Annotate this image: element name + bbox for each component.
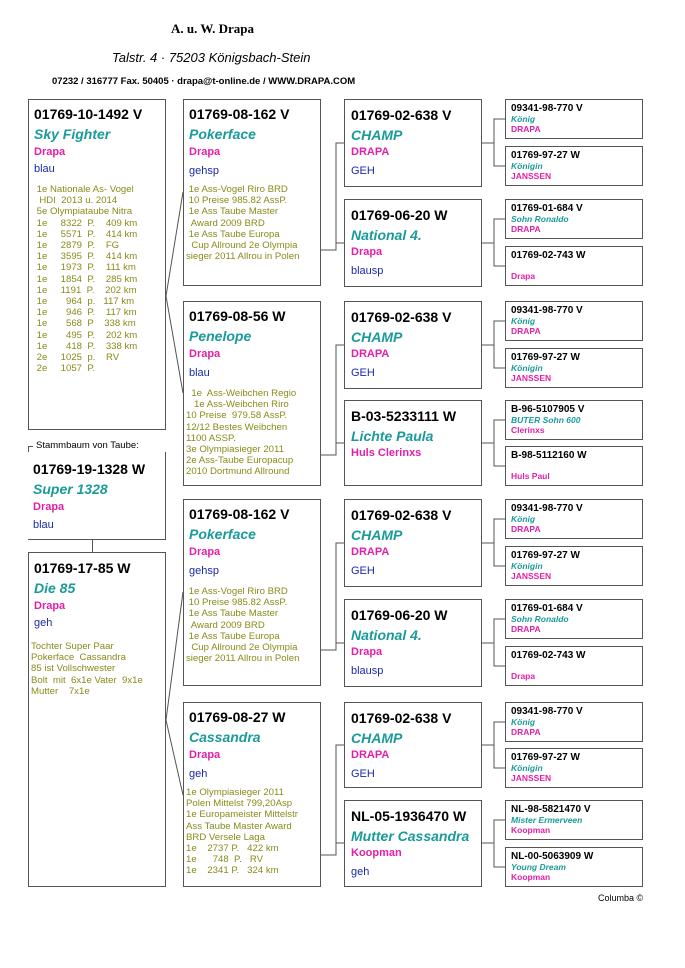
gen4-ring-number: B-96-5107905 V (511, 404, 585, 415)
gen2-breeder: Drapa (189, 146, 221, 158)
connector (482, 519, 505, 543)
connector (321, 843, 344, 855)
gen4-breeder: JANSSEN (511, 571, 552, 581)
gen4-pigeon-name: König (511, 114, 536, 124)
connector (482, 820, 505, 843)
gen3-color: GEH (351, 768, 375, 780)
gen2-ring-number: 01769-08-56 W (189, 308, 286, 324)
gen3-ring-number: B-03-5233111 W (351, 408, 457, 424)
gen3-breeder: Drapa (351, 246, 383, 258)
gen3-breeder: Koopman (351, 847, 402, 859)
gen4-breeder: Huls Paul (511, 471, 550, 481)
father-breeder: Drapa (33, 501, 65, 513)
connector (321, 345, 344, 455)
gen4-breeder: DRAPA (511, 727, 541, 737)
gen3-ring-number: 01769-02-638 V (351, 107, 452, 123)
gen4-pigeon-name: Mister Ermerveen (511, 815, 583, 825)
connector (482, 219, 505, 243)
gen4-breeder: Koopman (511, 825, 551, 835)
gen3-breeder: DRAPA (351, 749, 390, 761)
gen2-notes: 1e Ass-Weibchen Regio 1e Ass-Weibchen Riro 10 Preise 979.58 AssP. 12/12 Bestes Weibchen 1100 ASSP. 3e Olympiasieger 2011 2e Ass-Taube Europacup 2010 Dortmund Allround (186, 388, 297, 478)
gen4-ring-number: B-98-5112160 W (511, 450, 587, 461)
connector (321, 243, 344, 250)
gen4-ring-number: 09341-98-770 V (511, 503, 583, 514)
subject-performance-notes: 1e Nationale As- Vogel HDI 2013 u. 2014 5e Olympiataube Nitra 1e 8322 P. 409 km 1e 5571 P. 414 km 1e 2879 P. FG 1e 3595 P. 414 km 1e 1973 P. 111 km 1e 1854 P. 285 km 1e 1191 P. 202 km 1e 964 p. 117 km 1e 946 P. 117 km 1e 568 P 338 km 1e 495 P. 202 km 1e 418 P. 338 km 2e 1025 p. RV 2e 1057 P. (36, 184, 138, 375)
gen3-pigeon-name: CHAMP (351, 730, 403, 746)
gen2-pigeon-name: Penelope (189, 328, 252, 344)
gen2-notes: 1e Ass-Vogel Riro BRD 10 Preise 985.82 AssP. 1e Ass Taube Master Award 2009 BRD 1e Ass Taube Europa Cup Allround 2e Olympia sieger 2011 Allrou in Polen (186, 184, 300, 263)
mother-pigeon-name: Die 85 (34, 580, 76, 596)
connector (321, 143, 344, 250)
gen4-breeder: DRAPA (511, 124, 541, 134)
gen4-pigeon-name: Königin (511, 161, 543, 171)
gen4-breeder: DRAPA (511, 524, 541, 534)
gen3-color: GEH (351, 565, 375, 577)
gen4-breeder: Koopman (511, 872, 551, 882)
connector (482, 443, 505, 466)
gen3-color: geh (351, 866, 370, 878)
gen2-pigeon-name: Pokerface (189, 526, 256, 542)
gen3-breeder: DRAPA (351, 348, 390, 360)
gen4-breeder: JANSSEN (511, 773, 552, 783)
gen2-breeder: Drapa (189, 546, 221, 558)
gen2-color: geh (189, 768, 208, 780)
subject-breeder: Drapa (34, 146, 66, 158)
connector (482, 119, 505, 143)
gen3-pigeon-name: National 4. (351, 227, 422, 243)
gen2-notes: 1e Ass-Vogel Riro BRD 10 Preise 985.82 AssP. 1e Ass Taube Master Award 2009 BRD 1e Ass Taube Europa Cup Allround 2e Olympia sieger 2011 Allrou in Polen (186, 586, 300, 665)
gen4-pigeon-name: Königin (511, 763, 543, 773)
connector (482, 843, 505, 867)
gen4-pigeon-name: Young Dream (511, 862, 566, 872)
connector (166, 720, 183, 795)
connector (166, 296, 183, 393)
gen3-color: blausp (351, 265, 384, 277)
gen3-ring-number: 01769-06-20 W (351, 607, 448, 623)
gen4-breeder: Clerinxs (511, 425, 545, 435)
connector (482, 619, 505, 643)
gen4-pigeon-name: Sohn Ronaldo (511, 214, 569, 224)
gen4-pigeon-name: Königin (511, 561, 543, 571)
gen4-breeder: DRAPA (511, 624, 541, 634)
subject-color: blau (34, 163, 55, 175)
gen4-breeder: JANSSEN (511, 373, 552, 383)
connector (482, 745, 505, 768)
gen4-ring-number: 01769-97-27 W (511, 352, 580, 363)
gen3-breeder: DRAPA (351, 146, 390, 158)
connector (482, 345, 505, 368)
gen3-color: blausp (351, 665, 384, 677)
gen4-ring-number: 01769-01-684 V (511, 603, 583, 614)
gen4-breeder: DRAPA (511, 326, 541, 336)
gen4-breeder: Drapa (511, 671, 536, 681)
breeder-contact: 07232 / 316777 Fax. 50405 · drapa@t-online.de / WWW.DRAPA.COM (52, 76, 356, 87)
gen2-color: gehsp (189, 565, 219, 577)
connector (482, 643, 505, 666)
gen4-ring-number: 01769-02-743 W (511, 250, 586, 261)
gen2-color: blau (189, 367, 210, 379)
mother-breeder: Drapa (34, 600, 66, 612)
gen3-pigeon-name: CHAMP (351, 527, 403, 543)
connector (482, 420, 505, 443)
breeder-address: Talstr. 4 · 75203 Königsbach-Stein (112, 50, 311, 65)
gen4-ring-number: 01769-01-684 V (511, 203, 583, 214)
gen4-breeder: DRAPA (511, 224, 541, 234)
gen3-ring-number: 01769-02-638 V (351, 507, 452, 523)
gen4-pigeon-name: König (511, 717, 536, 727)
gen2-color: gehsp (189, 165, 219, 177)
connector (482, 243, 505, 266)
gen2-breeder: Drapa (189, 348, 221, 360)
gen3-ring-number: 01769-02-638 V (351, 309, 452, 325)
gen4-ring-number: 01769-97-27 W (511, 150, 580, 161)
gen4-ring-number: 09341-98-770 V (511, 305, 583, 316)
subject-pigeon-name: Sky Fighter (34, 126, 111, 142)
gen2-ring-number: 01769-08-162 V (189, 106, 290, 122)
gen3-pigeon-name: CHAMP (351, 329, 403, 345)
gen3-breeder: Huls Clerinxs (351, 447, 422, 459)
father-ring-number: 01769-19-1328 W (33, 461, 146, 477)
connector (321, 443, 344, 455)
father-color: blau (33, 519, 54, 531)
gen4-pigeon-name: Königin (511, 363, 543, 373)
connector (321, 543, 344, 650)
connector (482, 321, 505, 345)
gen2-breeder: Drapa (189, 749, 221, 761)
gen4-pigeon-name: König (511, 514, 536, 524)
connector (166, 592, 183, 720)
gen4-breeder: JANSSEN (511, 171, 552, 181)
gen2-pigeon-name: Cassandra (189, 729, 261, 745)
connector (482, 722, 505, 745)
mother-ring-number: 01769-17-85 W (34, 560, 131, 576)
gen3-ring-number: NL-05-1936470 W (351, 808, 467, 824)
gen2-ring-number: 01769-08-27 W (189, 709, 286, 725)
footer-credit: Columba © (598, 893, 644, 903)
father-pigeon-name: Super 1328 (33, 481, 108, 497)
breeder-name: A. u. W. Drapa (170, 21, 255, 36)
connector (482, 543, 505, 566)
gen3-ring-number: 01769-02-638 V (351, 710, 452, 726)
gen3-breeder: Drapa (351, 646, 383, 658)
gen3-ring-number: 01769-06-20 W (351, 207, 448, 223)
connector (482, 143, 505, 166)
mother-notes: Tochter Super Paar Pokerface Cassandra 85 ist Vollschwester Bolt mit 6x1e Vater 9x1e Mutter 7x1e (31, 641, 143, 697)
gen3-color: GEH (351, 165, 375, 177)
connector (166, 192, 183, 296)
gen2-pigeon-name: Pokerface (189, 126, 256, 142)
gen3-pigeon-name: CHAMP (351, 127, 403, 143)
gen4-pigeon-name: BUTER Sohn 600 (511, 415, 581, 425)
stammbaum-label: Stammbaum von Taube: (36, 440, 139, 451)
gen4-ring-number: 01769-97-27 W (511, 550, 580, 561)
connector (321, 643, 344, 650)
gen4-pigeon-name: Sohn Ronaldo (511, 614, 569, 624)
connector (321, 745, 344, 855)
gen2-notes: 1e Olympiasieger 2011 Polen Mittelst 799,20Asp 1e Europameister Mittelstr Ass Taube Master Award BRD Versele Laga 1e 2737 P. 422 km 1e 748 P. RV 1e 2341 P. 324 km (186, 787, 298, 877)
gen3-pigeon-name: Lichte Paula (351, 428, 434, 444)
gen2-ring-number: 01769-08-162 V (189, 506, 290, 522)
mother-color: geh (34, 617, 53, 629)
subject-ring-number: 01769-10-1492 V (34, 106, 143, 122)
gen3-color: GEH (351, 367, 375, 379)
gen4-ring-number: 09341-98-770 V (511, 103, 583, 114)
gen4-ring-number: 01769-02-743 W (511, 650, 586, 661)
gen3-pigeon-name: National 4. (351, 627, 422, 643)
gen4-ring-number: 09341-98-770 V (511, 706, 583, 717)
gen4-pigeon-name: König (511, 316, 536, 326)
gen4-breeder: Drapa (511, 271, 536, 281)
gen4-ring-number: NL-98-5821470 V (511, 804, 591, 815)
gen3-breeder: DRAPA (351, 546, 390, 558)
gen4-ring-number: 01769-97-27 W (511, 752, 580, 763)
gen3-pigeon-name: Mutter Cassandra (351, 828, 470, 844)
gen4-ring-number: NL-00-5063909 W (511, 851, 594, 862)
